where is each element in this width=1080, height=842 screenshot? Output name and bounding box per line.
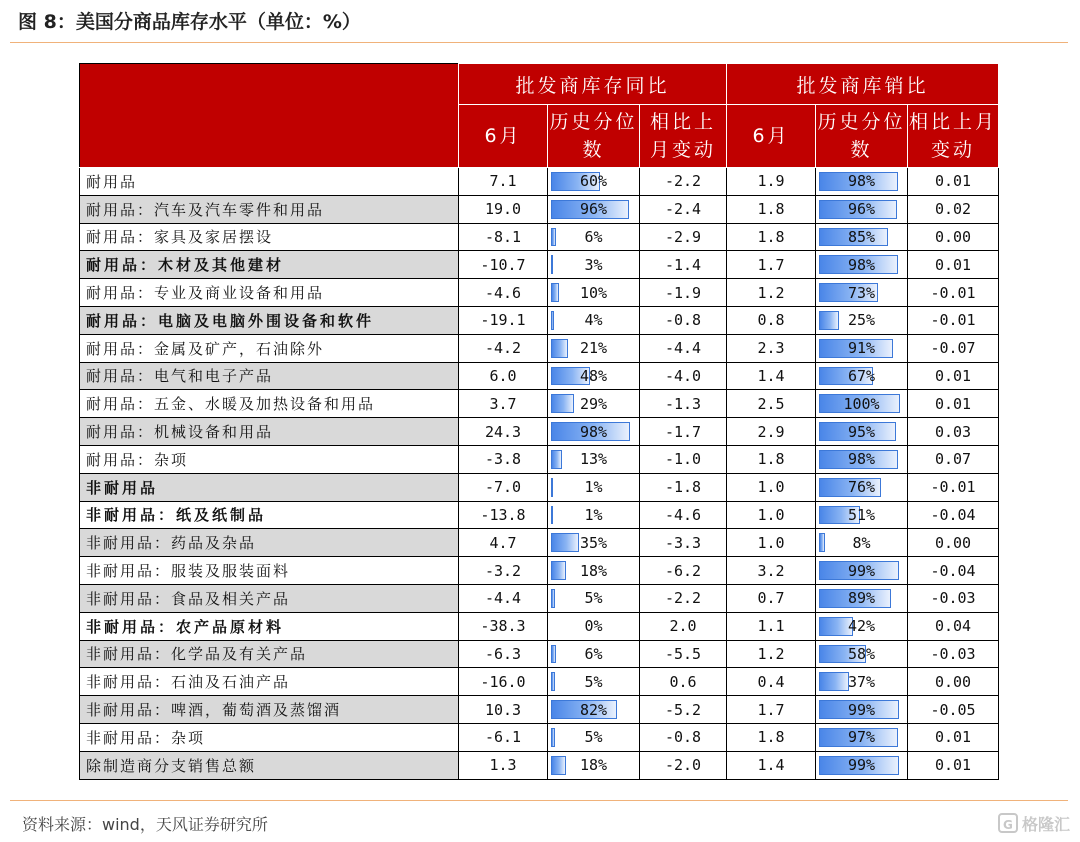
inv-percentile-cell bbox=[548, 279, 640, 307]
row-label: 非耐用品 bbox=[80, 473, 459, 501]
inv-percentile-cell bbox=[548, 529, 640, 557]
percentile-label: 6% bbox=[584, 227, 603, 246]
inv-june-cell: -7.0 bbox=[459, 473, 548, 501]
percentile-label: 58% bbox=[847, 644, 876, 663]
percentile-label: 42% bbox=[847, 617, 876, 636]
group-header-inventory-yoy: 批发商库存同比 bbox=[459, 64, 727, 105]
ratio-june-cell: 0.4 bbox=[727, 668, 816, 696]
ratio-june-cell: 1.8 bbox=[727, 223, 816, 251]
ratio-change-cell: -0.01 bbox=[908, 473, 999, 501]
ratio-change-cell: 0.01 bbox=[908, 751, 999, 779]
table-row bbox=[80, 584, 999, 612]
percentile-bar bbox=[551, 283, 559, 302]
row-label: 耐用品：机械设备和用品 bbox=[80, 418, 459, 446]
ratio-change-cell: 0.00 bbox=[908, 223, 999, 251]
table-row bbox=[80, 390, 999, 418]
inv-percentile-cell bbox=[548, 584, 640, 612]
percentile-bar bbox=[551, 450, 562, 469]
inv-june-cell: 7.1 bbox=[459, 168, 548, 196]
inv-percentile-cell bbox=[548, 612, 640, 640]
percentile-label: 5% bbox=[584, 672, 603, 691]
percentile-bar bbox=[551, 478, 553, 497]
inv-percentile-cell bbox=[548, 723, 640, 751]
ratio-change-cell: 0.01 bbox=[908, 362, 999, 390]
source-note: 资料来源：wind，天风证券研究所 bbox=[22, 815, 268, 834]
ratio-change-cell: 0.02 bbox=[908, 195, 999, 223]
ratio-change-cell: 0.01 bbox=[908, 390, 999, 418]
inv-change-cell: -2.2 bbox=[640, 584, 727, 612]
percentile-label: 95% bbox=[847, 422, 876, 441]
ratio-change-cell: -0.01 bbox=[908, 279, 999, 307]
ratio-change-cell: -0.01 bbox=[908, 306, 999, 334]
inv-change-cell: -6.2 bbox=[640, 557, 727, 585]
inv-change-cell: -1.0 bbox=[640, 445, 727, 473]
percentile-bar bbox=[551, 645, 556, 664]
percentile-label: 0% bbox=[584, 617, 603, 636]
table-row bbox=[80, 723, 999, 751]
ratio-percentile-cell bbox=[816, 696, 908, 724]
percentile-bar bbox=[551, 756, 566, 775]
inv-percentile-cell bbox=[548, 696, 640, 724]
percentile-label: 98% bbox=[847, 172, 876, 191]
inv-change-cell: -1.4 bbox=[640, 251, 727, 279]
ratio-june-cell: 0.8 bbox=[727, 306, 816, 334]
inv-change-cell: -2.2 bbox=[640, 168, 727, 196]
percentile-label: 96% bbox=[579, 200, 608, 219]
percentile-label: 91% bbox=[847, 339, 876, 358]
ratio-change-cell: 0.03 bbox=[908, 418, 999, 446]
inv-june-cell: -4.2 bbox=[459, 334, 548, 362]
inv-percentile-cell bbox=[548, 251, 640, 279]
inv-june-cell: -3.2 bbox=[459, 557, 548, 585]
row-label: 非耐用品：石油及石油产品 bbox=[80, 668, 459, 696]
inv-percentile-cell bbox=[548, 418, 640, 446]
ratio-june-cell: 1.9 bbox=[727, 168, 816, 196]
ratio-percentile-cell bbox=[816, 334, 908, 362]
percentile-bar bbox=[551, 394, 574, 413]
inv-june-cell: -13.8 bbox=[459, 501, 548, 529]
percentile-label: 25% bbox=[847, 311, 876, 330]
percentile-bar bbox=[551, 672, 555, 691]
percentile-label: 82% bbox=[579, 700, 608, 719]
ratio-percentile-cell bbox=[816, 445, 908, 473]
percentile-bar bbox=[551, 533, 579, 552]
row-label: 非耐用品：农产品原材料 bbox=[80, 612, 459, 640]
inv-change-cell: -1.7 bbox=[640, 418, 727, 446]
percentile-label: 18% bbox=[579, 756, 608, 775]
row-label: 非耐用品：服装及服装面料 bbox=[80, 557, 459, 585]
percentile-label: 8% bbox=[852, 533, 871, 552]
percentile-label: 98% bbox=[579, 422, 608, 441]
subheader-inv-june: 6月 bbox=[459, 105, 548, 168]
watermark-text: 格隆汇 bbox=[1021, 814, 1070, 834]
row-label: 除制造商分支销售总额 bbox=[80, 751, 459, 779]
inv-june-cell: 4.7 bbox=[459, 529, 548, 557]
inv-june-cell: -16.0 bbox=[459, 668, 548, 696]
percentile-label: 96% bbox=[847, 200, 876, 219]
row-label: 耐用品 bbox=[80, 168, 459, 196]
inv-percentile-cell bbox=[548, 501, 640, 529]
percentile-label: 5% bbox=[584, 589, 603, 608]
figure-title: 图 8：美国分商品库存水平（单位：%） bbox=[18, 11, 361, 33]
ratio-percentile-cell bbox=[816, 473, 908, 501]
ratio-june-cell: 0.7 bbox=[727, 584, 816, 612]
percentile-label: 99% bbox=[847, 700, 876, 719]
inv-june-cell: 10.3 bbox=[459, 696, 548, 724]
inv-percentile-cell bbox=[548, 751, 640, 779]
percentile-label: 99% bbox=[847, 756, 876, 775]
subheader-inv-percentile: 历史分位数 bbox=[548, 105, 640, 168]
row-label: 非耐用品：化学品及有关产品 bbox=[80, 640, 459, 668]
percentile-label: 18% bbox=[579, 561, 608, 580]
inv-change-cell: -2.0 bbox=[640, 751, 727, 779]
percentile-label: 1% bbox=[584, 478, 603, 497]
ratio-percentile-cell bbox=[816, 195, 908, 223]
inv-june-cell: -6.1 bbox=[459, 723, 548, 751]
inv-change-cell: 2.0 bbox=[640, 612, 727, 640]
percentile-label: 37% bbox=[847, 672, 876, 691]
table-row bbox=[80, 668, 999, 696]
ratio-change-cell: 0.01 bbox=[908, 168, 999, 196]
ratio-percentile-cell bbox=[816, 168, 908, 196]
inv-percentile-cell bbox=[548, 445, 640, 473]
inv-june-cell: 19.0 bbox=[459, 195, 548, 223]
percentile-label: 21% bbox=[579, 339, 608, 358]
row-label: 耐用品：杂项 bbox=[80, 445, 459, 473]
inv-june-cell: -4.4 bbox=[459, 584, 548, 612]
inv-change-cell: -1.9 bbox=[640, 279, 727, 307]
inv-change-cell: -5.2 bbox=[640, 696, 727, 724]
inv-change-cell: -0.8 bbox=[640, 306, 727, 334]
ratio-june-cell: 1.4 bbox=[727, 751, 816, 779]
percentile-label: 73% bbox=[847, 283, 876, 302]
subheader-inv-mom-change: 相比上月变动 bbox=[640, 105, 727, 168]
ratio-change-cell: -0.03 bbox=[908, 584, 999, 612]
table-row bbox=[80, 195, 999, 223]
ratio-percentile-cell bbox=[816, 279, 908, 307]
row-label: 非耐用品：啤酒，葡萄酒及蒸馏酒 bbox=[80, 696, 459, 724]
header-blank-cell bbox=[80, 64, 459, 168]
table-row bbox=[80, 473, 999, 501]
ratio-change-cell: -0.03 bbox=[908, 640, 999, 668]
inv-change-cell: -4.4 bbox=[640, 334, 727, 362]
percentile-bar bbox=[551, 228, 556, 247]
inv-change-cell: -0.8 bbox=[640, 723, 727, 751]
percentile-bar bbox=[551, 506, 553, 525]
inv-change-cell: -4.0 bbox=[640, 362, 727, 390]
table-row bbox=[80, 334, 999, 362]
row-label: 耐用品：专业及商业设备和用品 bbox=[80, 279, 459, 307]
row-label: 耐用品：五金、水暖及加热设备和用品 bbox=[80, 390, 459, 418]
ratio-june-cell: 1.1 bbox=[727, 612, 816, 640]
ratio-change-cell: 0.00 bbox=[908, 529, 999, 557]
percentile-label: 5% bbox=[584, 728, 603, 747]
ratio-june-cell: 3.2 bbox=[727, 557, 816, 585]
percentile-bar bbox=[551, 589, 555, 608]
ratio-june-cell: 2.5 bbox=[727, 390, 816, 418]
table-row bbox=[80, 418, 999, 446]
inv-change-cell: -1.8 bbox=[640, 473, 727, 501]
row-label: 耐用品：电气和电子产品 bbox=[80, 362, 459, 390]
ratio-percentile-cell bbox=[816, 362, 908, 390]
percentile-bar bbox=[551, 561, 566, 580]
inv-percentile-cell bbox=[548, 473, 640, 501]
bottom-divider bbox=[10, 800, 1068, 801]
ratio-june-cell: 1.8 bbox=[727, 723, 816, 751]
percentile-label: 97% bbox=[847, 728, 876, 747]
ratio-change-cell: 0.01 bbox=[908, 251, 999, 279]
percentile-label: 13% bbox=[579, 450, 608, 469]
percentile-label: 3% bbox=[584, 255, 603, 274]
top-divider bbox=[10, 42, 1068, 43]
ratio-change-cell: 0.04 bbox=[908, 612, 999, 640]
subheader-ratio-percentile: 历史分位数 bbox=[816, 105, 908, 168]
percentile-label: 76% bbox=[847, 478, 876, 497]
percentile-label: 1% bbox=[584, 505, 603, 524]
table-row bbox=[80, 529, 999, 557]
percentile-bar bbox=[551, 339, 568, 358]
inv-june-cell: -3.8 bbox=[459, 445, 548, 473]
table-row bbox=[80, 168, 999, 196]
percentile-label: 100% bbox=[843, 394, 880, 413]
ratio-percentile-cell bbox=[816, 251, 908, 279]
table-row bbox=[80, 612, 999, 640]
table-row bbox=[80, 696, 999, 724]
row-label: 耐用品：汽车及汽车零件和用品 bbox=[80, 195, 459, 223]
inv-june-cell: 3.7 bbox=[459, 390, 548, 418]
inv-percentile-cell bbox=[548, 334, 640, 362]
table-row bbox=[80, 223, 999, 251]
percentile-bar bbox=[551, 728, 555, 747]
ratio-june-cell: 1.0 bbox=[727, 501, 816, 529]
inv-change-cell: -5.5 bbox=[640, 640, 727, 668]
ratio-percentile-cell bbox=[816, 529, 908, 557]
row-label: 非耐用品：纸及纸制品 bbox=[80, 501, 459, 529]
table-body bbox=[80, 168, 999, 780]
subheader-ratio-mom-change: 相比上月变动 bbox=[908, 105, 999, 168]
ratio-percentile-cell bbox=[816, 640, 908, 668]
table-row bbox=[80, 640, 999, 668]
inv-percentile-cell bbox=[548, 223, 640, 251]
table-row bbox=[80, 251, 999, 279]
ratio-june-cell: 1.7 bbox=[727, 696, 816, 724]
ratio-june-cell: 1.2 bbox=[727, 640, 816, 668]
inv-percentile-cell bbox=[548, 640, 640, 668]
ratio-percentile-cell bbox=[816, 668, 908, 696]
inv-june-cell: -8.1 bbox=[459, 223, 548, 251]
ratio-percentile-cell bbox=[816, 584, 908, 612]
inv-percentile-cell bbox=[548, 362, 640, 390]
ratio-change-cell: 0.00 bbox=[908, 668, 999, 696]
table-row bbox=[80, 279, 999, 307]
inv-percentile-cell bbox=[548, 195, 640, 223]
inv-percentile-cell bbox=[548, 306, 640, 334]
percentile-label: 98% bbox=[847, 450, 876, 469]
inv-change-cell: -1.3 bbox=[640, 390, 727, 418]
percentile-label: 48% bbox=[579, 366, 608, 385]
inv-percentile-cell bbox=[548, 668, 640, 696]
table-row bbox=[80, 557, 999, 585]
percentile-label: 99% bbox=[847, 561, 876, 580]
inv-percentile-cell bbox=[548, 557, 640, 585]
ratio-june-cell: 1.0 bbox=[727, 473, 816, 501]
inv-change-cell: 0.6 bbox=[640, 668, 727, 696]
row-label: 非耐用品：药品及杂品 bbox=[80, 529, 459, 557]
row-label: 耐用品：金属及矿产，石油除外 bbox=[80, 334, 459, 362]
ratio-june-cell: 2.3 bbox=[727, 334, 816, 362]
ratio-percentile-cell bbox=[816, 306, 908, 334]
watermark-logo-icon: G bbox=[998, 813, 1018, 833]
row-label: 耐用品：电脑及电脑外围设备和软件 bbox=[80, 306, 459, 334]
ratio-percentile-cell bbox=[816, 557, 908, 585]
ratio-change-cell: 0.01 bbox=[908, 723, 999, 751]
ratio-june-cell: 1.8 bbox=[727, 195, 816, 223]
table-row bbox=[80, 501, 999, 529]
percentile-label: 10% bbox=[579, 283, 608, 302]
ratio-change-cell: -0.04 bbox=[908, 501, 999, 529]
percentile-bar bbox=[551, 311, 554, 330]
percentile-label: 67% bbox=[847, 366, 876, 385]
inv-june-cell: -4.6 bbox=[459, 279, 548, 307]
percentile-bar bbox=[819, 533, 825, 552]
ratio-june-cell: 1.7 bbox=[727, 251, 816, 279]
percentile-label: 29% bbox=[579, 394, 608, 413]
inv-june-cell: -19.1 bbox=[459, 306, 548, 334]
inv-june-cell: 24.3 bbox=[459, 418, 548, 446]
row-label: 非耐用品：食品及相关产品 bbox=[80, 584, 459, 612]
table-row bbox=[80, 751, 999, 779]
percentile-bar bbox=[819, 311, 839, 330]
inv-june-cell: 6.0 bbox=[459, 362, 548, 390]
ratio-percentile-cell bbox=[816, 723, 908, 751]
ratio-percentile-cell bbox=[816, 390, 908, 418]
ratio-change-cell: 0.07 bbox=[908, 445, 999, 473]
percentile-label: 4% bbox=[584, 311, 603, 330]
inv-change-cell: -3.3 bbox=[640, 529, 727, 557]
inv-percentile-cell bbox=[548, 168, 640, 196]
row-label: 非耐用品：杂项 bbox=[80, 723, 459, 751]
group-header-inventory-sales-ratio: 批发商库销比 bbox=[727, 64, 999, 105]
percentile-label: 85% bbox=[847, 227, 876, 246]
ratio-percentile-cell bbox=[816, 223, 908, 251]
percentile-label: 98% bbox=[847, 255, 876, 274]
table-row bbox=[80, 306, 999, 334]
watermark bbox=[998, 810, 1070, 836]
ratio-percentile-cell bbox=[816, 501, 908, 529]
table-row bbox=[80, 445, 999, 473]
percentile-label: 35% bbox=[579, 533, 608, 552]
inv-june-cell: 1.3 bbox=[459, 751, 548, 779]
inv-change-cell: -4.6 bbox=[640, 501, 727, 529]
row-label: 耐用品：家具及家居摆设 bbox=[80, 223, 459, 251]
ratio-june-cell: 2.9 bbox=[727, 418, 816, 446]
ratio-june-cell: 1.4 bbox=[727, 362, 816, 390]
ratio-percentile-cell bbox=[816, 751, 908, 779]
inv-june-cell: -38.3 bbox=[459, 612, 548, 640]
percentile-label: 51% bbox=[847, 505, 876, 524]
percentile-label: 6% bbox=[584, 644, 603, 663]
percentile-bar bbox=[819, 672, 849, 691]
ratio-change-cell: -0.04 bbox=[908, 557, 999, 585]
ratio-change-cell: -0.07 bbox=[908, 334, 999, 362]
inv-june-cell: -10.7 bbox=[459, 251, 548, 279]
inv-june-cell: -6.3 bbox=[459, 640, 548, 668]
inv-percentile-cell bbox=[548, 390, 640, 418]
ratio-june-cell: 1.0 bbox=[727, 529, 816, 557]
inv-change-cell: -2.9 bbox=[640, 223, 727, 251]
percentile-bar bbox=[551, 255, 553, 274]
subheader-ratio-june: 6月 bbox=[727, 105, 816, 168]
percentile-label: 89% bbox=[847, 589, 876, 608]
ratio-percentile-cell bbox=[816, 418, 908, 446]
ratio-percentile-cell bbox=[816, 612, 908, 640]
ratio-change-cell: -0.05 bbox=[908, 696, 999, 724]
table-row bbox=[80, 362, 999, 390]
inventory-table bbox=[79, 63, 999, 780]
ratio-june-cell: 1.8 bbox=[727, 445, 816, 473]
row-label: 耐用品：木材及其他建材 bbox=[80, 251, 459, 279]
ratio-june-cell: 1.2 bbox=[727, 279, 816, 307]
inv-change-cell: -2.4 bbox=[640, 195, 727, 223]
percentile-label: 60% bbox=[579, 172, 608, 191]
